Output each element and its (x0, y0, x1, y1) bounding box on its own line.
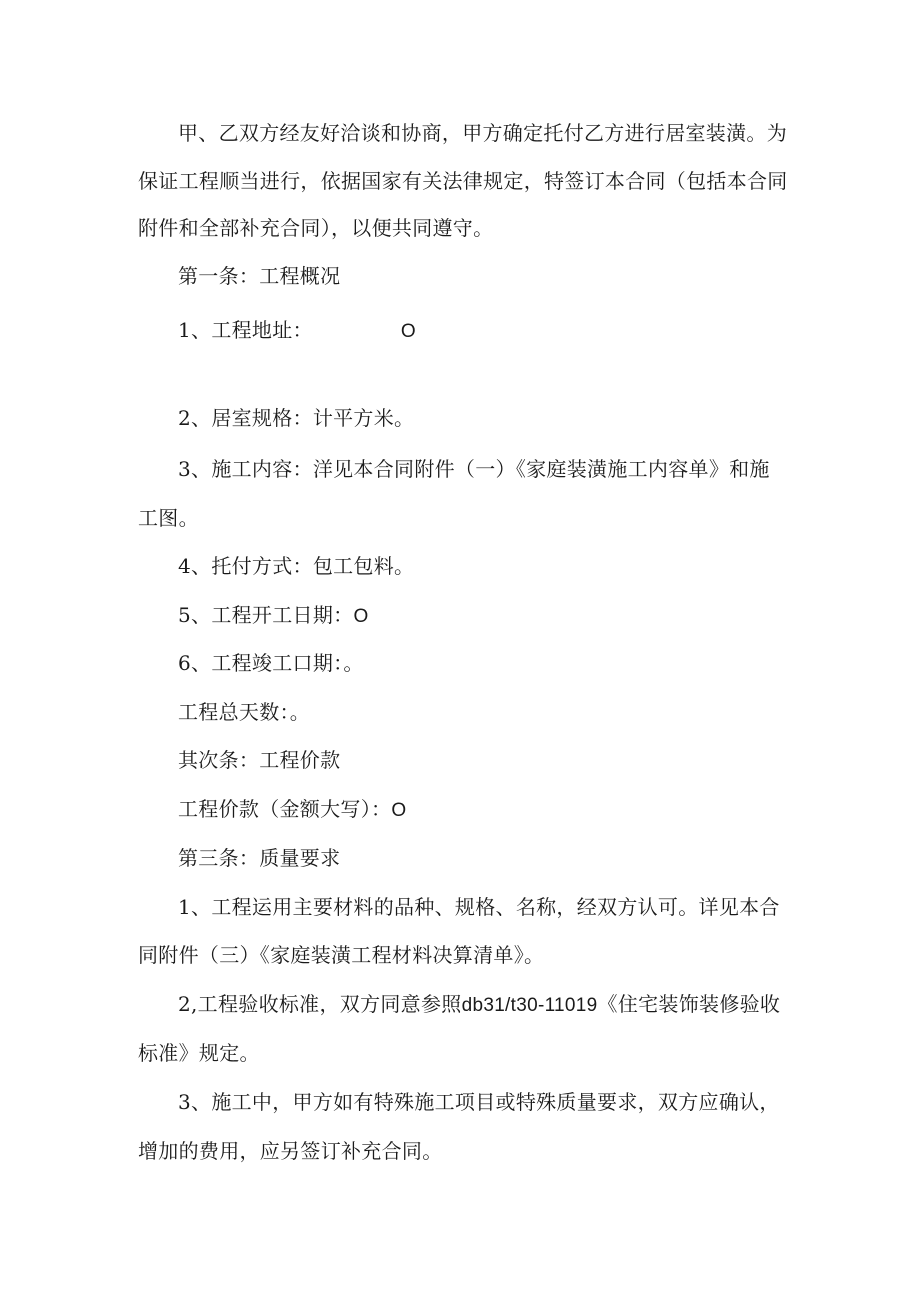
construction-content-line-2: 工图。 (138, 506, 199, 530)
materials-line-1: 1、工程运用主要材料的品种、规格、名称，经双方认可。详见本合 (178, 895, 780, 919)
start-date-item (178, 603, 369, 629)
article-3-heading: 第三条：质量要求 (178, 846, 341, 870)
materials-line-2: 同附件（三）《家庭装潢工程材料决算清单》。 (138, 943, 545, 967)
total-days-item: 工程总天数：。 (178, 700, 311, 724)
construction-content-line-1: 3、施工内容：洋见本合同附件（一）《家庭装潢施工内容单》和施 (178, 457, 770, 481)
intro-line-1: 甲、乙双方经友好洽谈和协商，甲方确定托付乙方进行居室装潢。为 (178, 121, 787, 145)
project-address-label: 1、工程地址： (178, 318, 313, 342)
commission-method-item: 4、托付方式：包工包料。 (178, 554, 415, 578)
article-2-heading: 其次条：工程价款 (178, 748, 341, 772)
acceptance-standard-line-2: 标准》规定。 (138, 1041, 260, 1065)
intro-line-2: 保证工程顺当进行，依据国家有关法律规定，特签订本合同（包括本合同 (138, 169, 788, 193)
intro-line-3: 附件和全部补充合同），以便共同遵守。 (138, 216, 494, 240)
project-price-label: 工程价款（金额大写）： (178, 797, 392, 821)
special-requirements-line-1: 3、施工中，甲方如有特殊施工项目或特殊质量要求，双方应确认， (178, 1090, 780, 1114)
start-date-value: O (353, 606, 369, 627)
project-price-value: O (391, 800, 407, 821)
start-date-label: 5、工程开工日期： (178, 603, 354, 627)
acceptance-standard-suffix: 《住宅装饰装修验收 (597, 992, 781, 1016)
project-price-item (178, 797, 406, 823)
acceptance-standard-line-1 (178, 992, 780, 1018)
completion-date-item: 6、工程竣工口期：。 (178, 651, 364, 675)
project-address-item (178, 318, 416, 344)
standard-code: db31/t30-11019 (461, 995, 598, 1016)
article-1-heading: 第一条：工程概况 (178, 264, 341, 288)
room-spec-item: 2、居室规格：计平方米。 (178, 406, 415, 430)
acceptance-standard-prefix: 2,工程验收标准，双方同意参照 (178, 992, 462, 1016)
special-requirements-line-2: 增加的费用，应另签订补充合同。 (138, 1139, 443, 1163)
project-address-value: O (400, 321, 416, 342)
